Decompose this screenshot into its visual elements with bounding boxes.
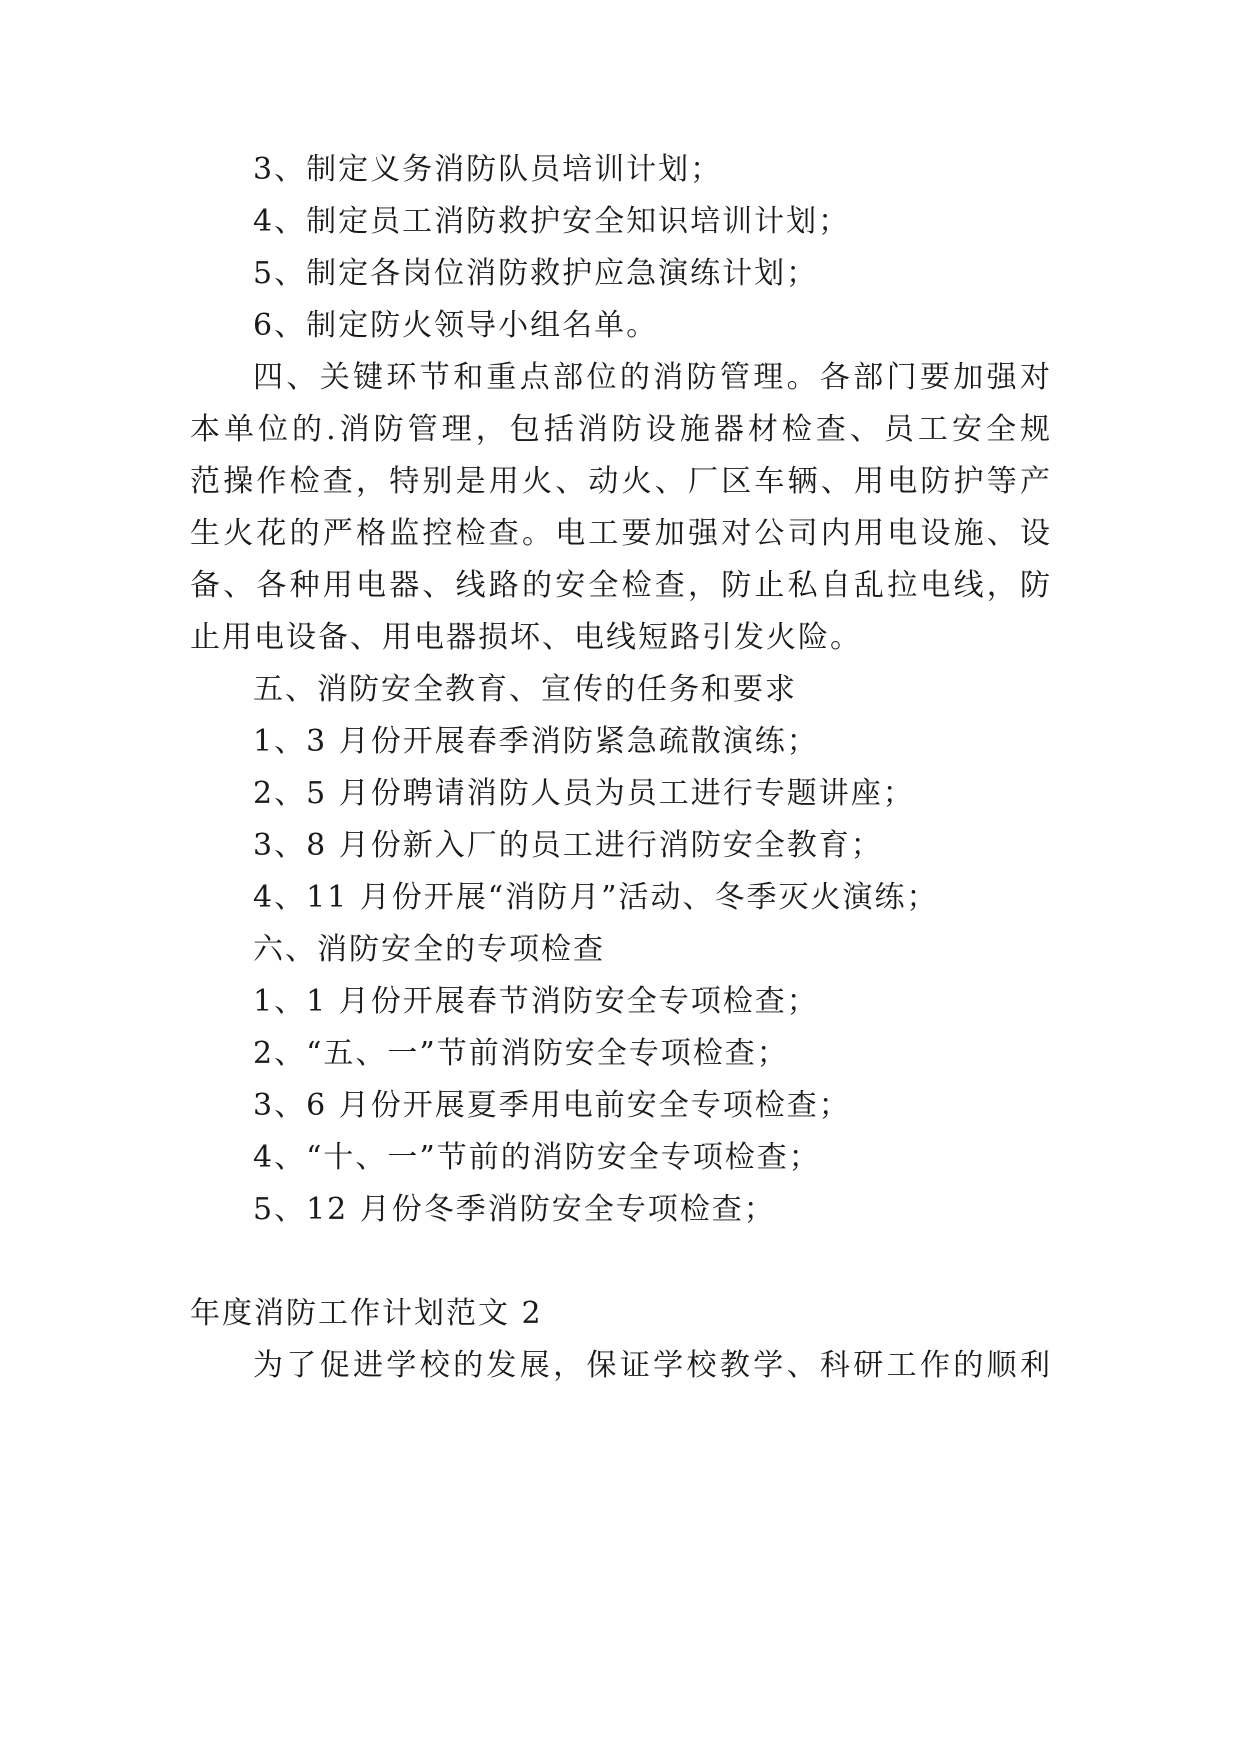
- list-item: 2、5 月份聘请消防人员为员工进行专题讲座；: [253, 776, 915, 811]
- section-heading: 五、消防安全教育、宣传的任务和要求: [253, 672, 797, 707]
- list-item: 1、3 月份开展春季消防紧急疏散演练；: [253, 724, 819, 759]
- list-item: 1、1 月份开展春节消防安全专项检查；: [253, 984, 819, 1019]
- list-item: 3、制定义务消防队员培训计划；: [253, 152, 723, 187]
- paragraph-line: 为了促进学校的发展，保证学校教学、科研工作的顺利: [253, 1348, 1050, 1383]
- paragraph-line: 止用电设备、用电器损坏、电线短路引发火险。: [190, 620, 862, 655]
- list-item: 5、12 月份冬季消防安全专项检查；: [253, 1192, 776, 1227]
- list-item: 3、8 月份新入厂的员工进行消防安全教育；: [253, 828, 883, 863]
- list-item: 4、制定员工消防救护安全知识培训计划；: [253, 204, 851, 239]
- section-heading: 六、消防安全的专项检查: [253, 932, 605, 967]
- list-item: 3、6 月份开展夏季用电前安全专项检查；: [253, 1088, 851, 1123]
- document-title: 年度消防工作计划范文 2: [190, 1296, 543, 1331]
- list-item: 5、制定各岗位消防救护应急演练计划；: [253, 256, 819, 291]
- paragraph-line: 备、各种用电器、线路的安全检查，防止私自乱拉电线，防: [190, 568, 1050, 603]
- paragraph-line: 范操作检查，特别是用火、动火、厂区车辆、用电防护等产: [190, 464, 1050, 499]
- list-item: 2、“五、一”节前消防安全专项检查；: [253, 1036, 789, 1071]
- paragraph-line: 本单位的.消防管理，包括消防设施器材检查、员工安全规: [190, 412, 1050, 447]
- section-heading-paragraph: 四、关键环节和重点部位的消防管理。各部门要加强对: [253, 360, 1050, 395]
- list-item: 4、11 月份开展“消防月”活动、冬季灭火演练；: [253, 880, 939, 915]
- list-item: 6、制定防火领导小组名单。: [253, 308, 659, 343]
- list-item: 4、“十、一”节前的消防安全专项检查；: [253, 1140, 821, 1175]
- paragraph-line: 生火花的严格监控检查。电工要加强对公司内用电设施、设: [190, 516, 1050, 551]
